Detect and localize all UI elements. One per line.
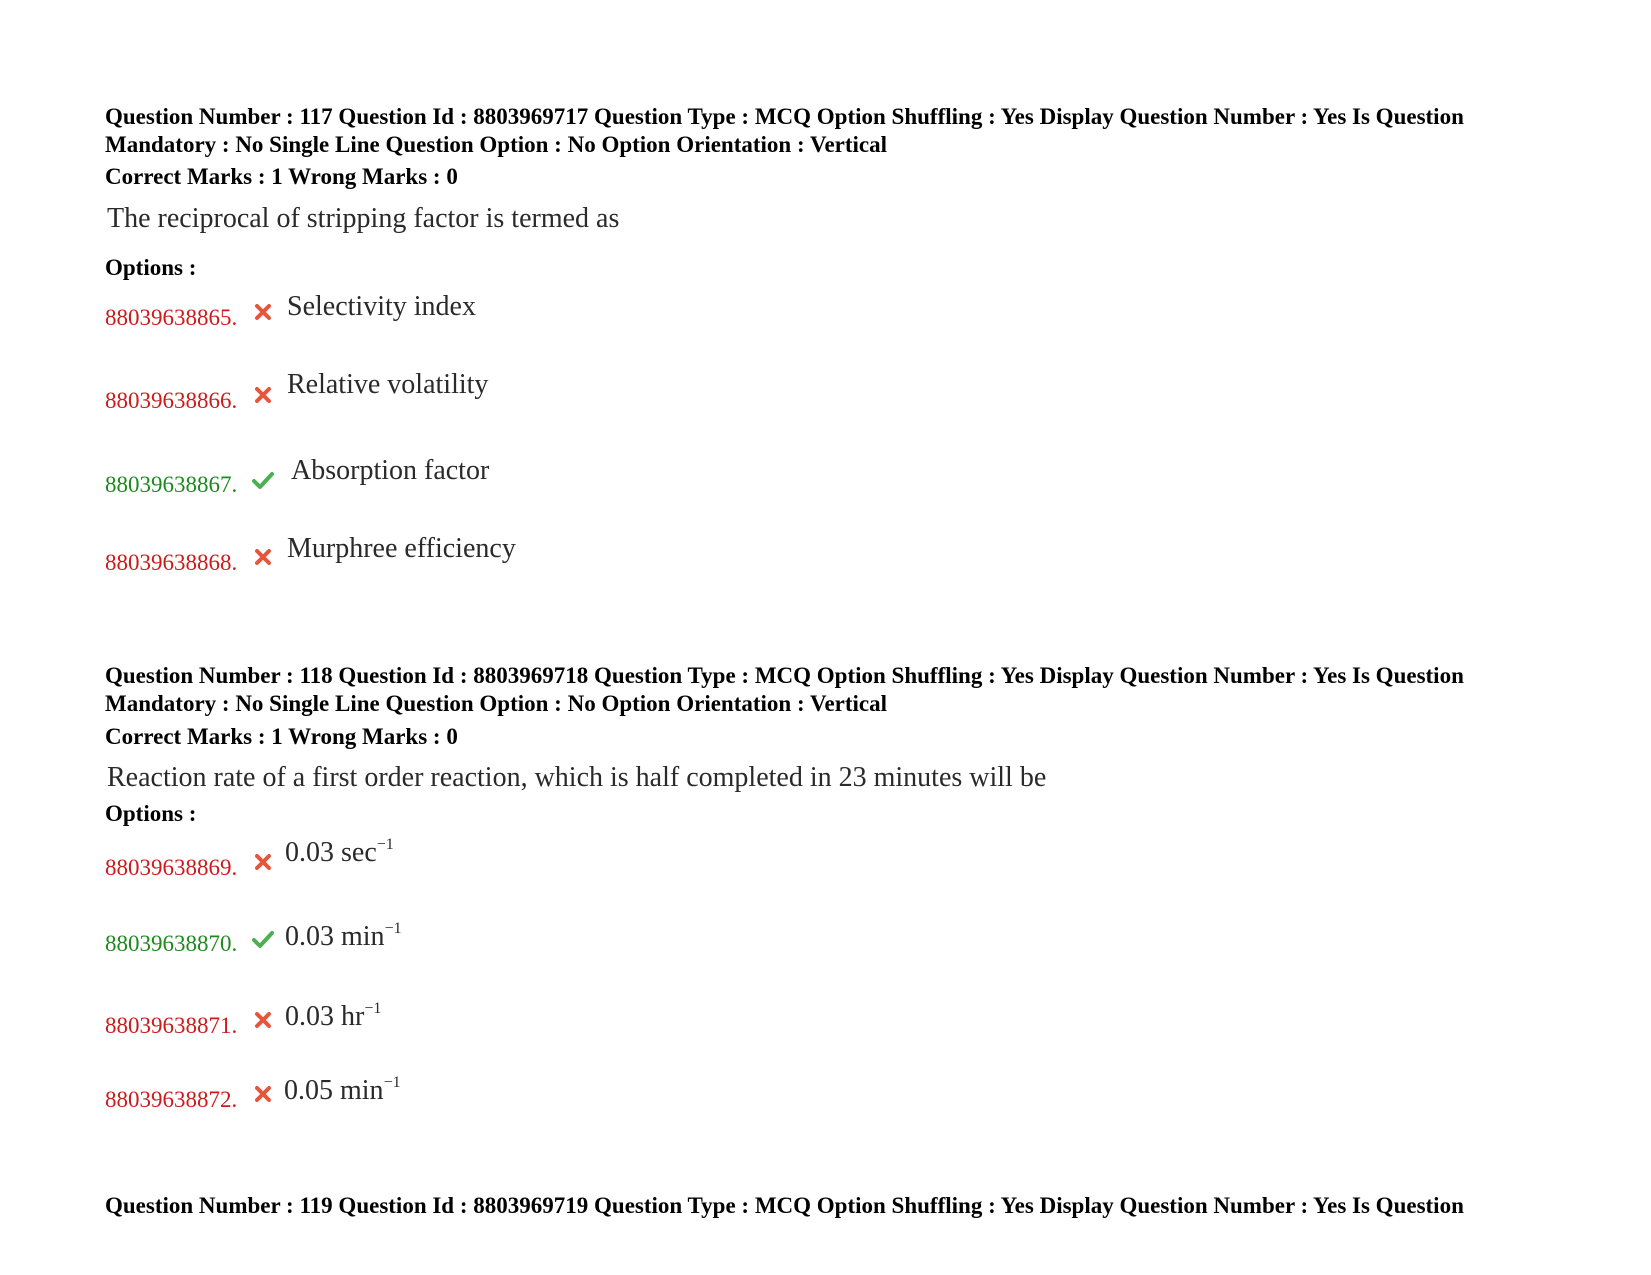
question-118-text: Reaction rate of a first order reaction, which is half completed in 23 minutes will be (107, 762, 1047, 793)
cross-icon (253, 852, 273, 872)
option-id: 88039638865. (105, 305, 238, 330)
cross-icon (253, 1084, 273, 1104)
option-text: Absorption factor (291, 455, 490, 486)
cross-icon (253, 1010, 273, 1030)
option-88039638872 (105, 1074, 805, 1114)
option-text: Murphree efficiency (287, 533, 516, 564)
option-text: 0.03 $hr^{-1}$ (285, 999, 382, 1032)
cross-icon (253, 385, 273, 405)
option-88039638868 (105, 532, 805, 575)
question-meta-line2: Mandatory : No Single Line Question Option : No Option Orientation : Vertical (105, 132, 888, 157)
option-id: 88039638866. (105, 388, 238, 413)
question-119-meta (105, 1192, 1605, 1220)
option-id: 88039638871. (105, 1013, 238, 1038)
question-117-meta (105, 103, 1605, 159)
question-meta-line1: Question Number : 119 Question Id : 8803969719 Question Type : MCQ Option Shuffling : Yes Display Question Number : Yes Is Question (105, 1193, 1464, 1218)
option-88039638869 (105, 835, 805, 880)
check-icon (251, 929, 275, 949)
question-118-marks: Correct Marks : 1 Wrong Marks : 0 (105, 724, 458, 749)
option-superscript: −1 (383, 1073, 401, 1091)
option-text: 0.05 $\min^{-1}$ (284, 1073, 401, 1106)
question-117-marks: Correct Marks : 1 Wrong Marks : 0 (105, 164, 458, 189)
check-icon (251, 470, 275, 490)
option-text: 0.03 $\min^{-1}$ (285, 919, 402, 952)
option-text: Selectivity index (287, 291, 476, 322)
option-88039638871 (105, 1000, 805, 1040)
option-superscript: −1 (384, 919, 402, 937)
option-id: 88039638872. (105, 1087, 238, 1112)
question-118-options-label: Options : (105, 801, 197, 826)
question-118-meta (105, 662, 1605, 718)
question-meta-line1: Question Number : 118 Question Id : 8803969718 Question Type : MCQ Option Shuffling : Yes Display Question Number : Yes Is Question (105, 663, 1464, 688)
cross-icon (253, 547, 273, 567)
option-id: 88039638869. (105, 855, 238, 880)
option-superscript: −1 (364, 999, 382, 1017)
option-id: 88039638867. (105, 472, 238, 497)
option-text: Relative volatility (287, 369, 489, 400)
question-117-text: The reciprocal of stripping factor is termed as (107, 203, 620, 234)
cross-icon (253, 302, 273, 322)
option-88039638870 (105, 919, 805, 962)
option-88039638865 (105, 290, 805, 330)
question-meta-line1: Question Number : 117 Question Id : 8803969717 Question Type : MCQ Option Shuffling : Yes Display Question Number : Yes Is Question (105, 104, 1464, 129)
option-superscript: −1 (376, 835, 394, 853)
option-88039638866 (105, 368, 805, 413)
option-text: 0.03 $\sec^{-1}$ (285, 835, 394, 868)
option-88039638867 (105, 454, 805, 497)
option-id: 88039638870. (105, 931, 238, 956)
option-id: 88039638868. (105, 550, 238, 575)
question-117-options-label: Options : (105, 255, 197, 280)
question-meta-line2: Mandatory : No Single Line Question Option : No Option Orientation : Vertical (105, 691, 888, 716)
